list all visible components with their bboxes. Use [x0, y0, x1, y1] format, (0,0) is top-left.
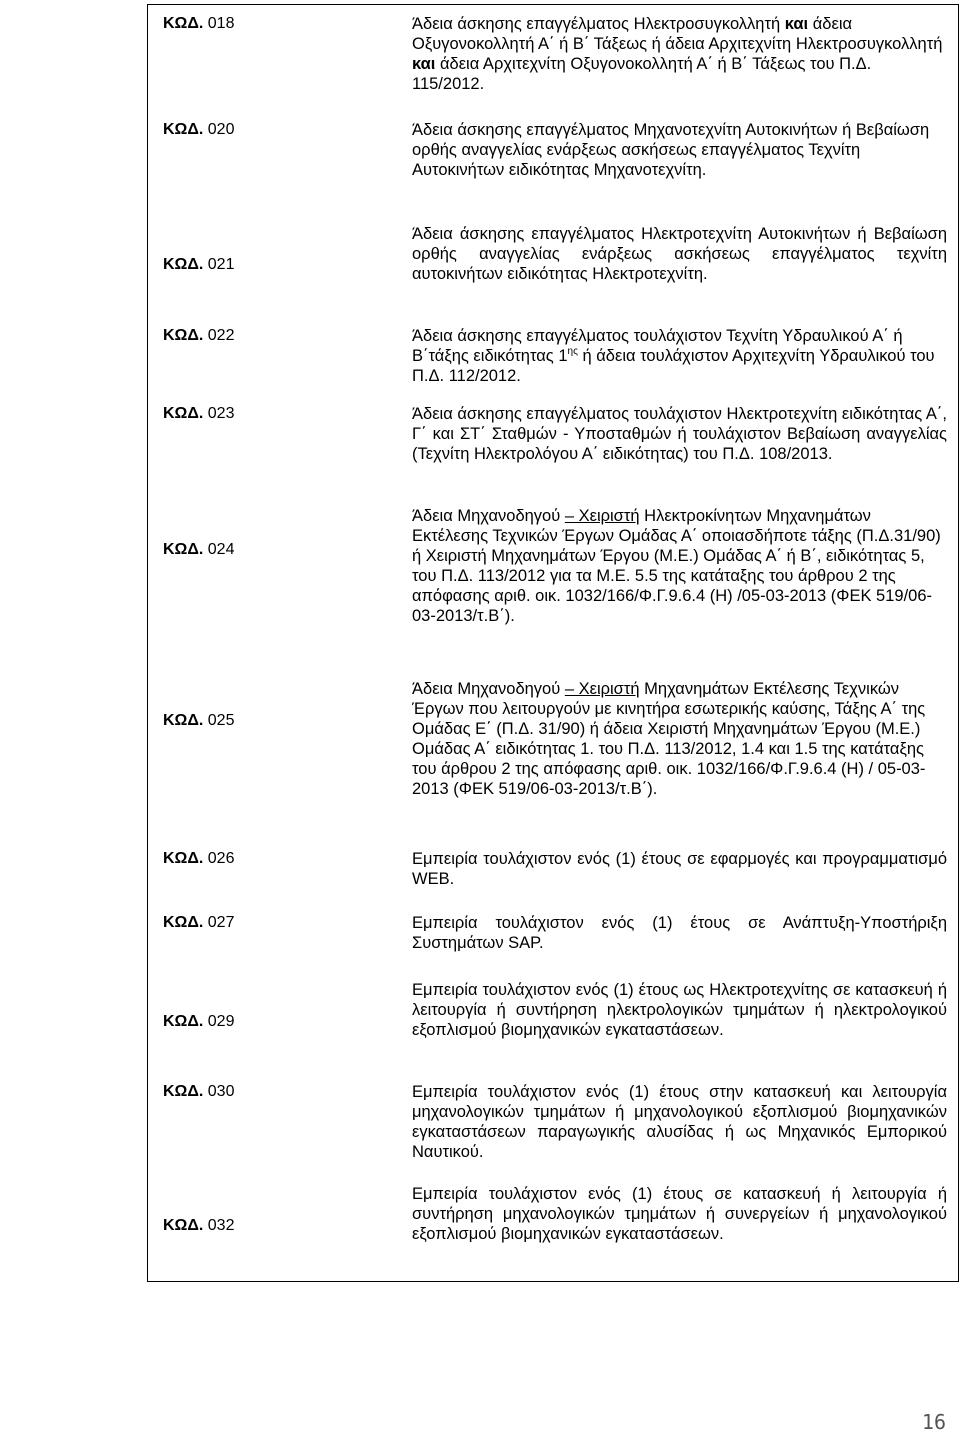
- code-021: ΚΩΔ. 021: [163, 256, 235, 273]
- desc-024: Άδεια Μηχανοδηγού – Χειριστή Ηλεκτροκίνητων Μηχανημάτων Εκτέλεσης Τεχνικών Έργων Ομάδας Α΄ οποιασδήποτε τάξης (Π.Δ.31/90) ή Χειριστή Μηχανημάτων Έργου (Μ.Ε.) Ομάδας Α΄ ή Β΄, ειδικότητας 5, του Π.Δ. 113/2012 για τα Μ.Ε. 5.5 της κατάταξης του άρθρου 2 της απόφασης αριθ. οικ. 1032/166/Φ.Γ.9.6.4 (Η) /05-03-2013 (ΦΕΚ 519/06-03-2013/τ.Β΄).: [412, 507, 941, 625]
- code-023: ΚΩΔ. 023: [163, 405, 235, 422]
- desc-020: Άδεια άσκησης επαγγέλματος Μηχανοτεχνίτη Αυτοκινήτων ή Βεβαίωση ορθής αναγγελίας ενάρξεως ασκήσεως επαγγέλματος Τεχνίτη Αυτοκινήτων ειδικότητας Μηχανοτεχνίτη.: [412, 121, 930, 179]
- code-022: ΚΩΔ. 022: [163, 327, 235, 344]
- code-026: ΚΩΔ. 026: [163, 850, 235, 867]
- desc-018: Άδεια άσκησης επαγγέλματος Ηλεκτροσυγκολλητή και άδεια Οξυγονοκολλητή Α΄ ή Β΄ Τάξεως ή άδεια Αρχιτεχνίτη Ηλεκτροσυγκολλητή και άδεια Αρχιτεχνίτη Οξυγονοκολλητή Α΄ ή Β΄ Τάξεως του Π.Δ. 115/2012.: [412, 15, 943, 93]
- desc-021: Άδεια άσκησης επαγγέλματος Ηλεκτροτεχνίτη Αυτοκινήτων ή Βεβαίωση ορθής αναγγελίας ενάρξεως ασκήσεως επαγγέλματος τεχνίτη αυτοκινήτων ειδικότητας Ηλεκτροτεχνίτη.: [412, 225, 947, 283]
- code-018: ΚΩΔ. 018: [163, 15, 235, 32]
- code-030: ΚΩΔ. 030: [163, 1083, 235, 1100]
- desc-032: Εμπειρία τουλάχιστον ενός (1) έτους σε κατασκευή ή λειτουργία ή συντήρηση μηχανολογικών τμημάτων ή συνεργείων ή μηχανολογικού εξοπλισμού βιομηχανικών εγκαταστάσεων.: [412, 1185, 947, 1243]
- code-027: ΚΩΔ. 027: [163, 914, 235, 931]
- code-025: ΚΩΔ. 025: [163, 712, 235, 729]
- desc-023: Άδεια άσκησης επαγγέλματος τουλάχιστον Ηλεκτροτεχνίτη ειδικότητας Α΄, Γ΄ και ΣΤ΄ Σταθμών - Υποσταθμών ή τουλάχιστον Βεβαίωση αναγγελίας (Τεχνίτη Ηλεκτρολόγου Α΄ ειδικότητας) του Π.Δ. 108/2013.: [412, 405, 947, 463]
- code-029: ΚΩΔ. 029: [163, 1013, 235, 1030]
- desc-029: Εμπειρία τουλάχιστον ενός (1) έτους ως Ηλεκτροτεχνίτης σε κατασκευή ή λειτουργία ή συντήρηση ηλεκτρολογικών τμημάτων ή ηλεκτρολογικού εξοπλισμού βιομηχανικών εγκαταστάσεων.: [412, 981, 947, 1039]
- desc-027: Εμπειρία τουλάχιστον ενός (1) έτους σε Ανάπτυξη-Υποστήριξη Συστημάτων SAP.: [412, 914, 947, 952]
- desc-030: Εμπειρία τουλάχιστον ενός (1) έτους στην κατασκευή και λειτουργία μηχανολογικών τμημάτων ή μηχανολογικού εξοπλισμού βιομηχανικών εγκαταστάσεων παραγωγικής αλυσίδας ή ως Μηχανικός Εμπορικού Ναυτικού.: [412, 1083, 947, 1161]
- code-024: ΚΩΔ. 024: [163, 541, 235, 558]
- code-032: ΚΩΔ. 032: [163, 1217, 235, 1234]
- desc-026: Εμπειρία τουλάχιστον ενός (1) έτους σε εφαρμογές και προγραμματισμό WEB.: [412, 850, 947, 888]
- desc-025: Άδεια Μηχανοδηγού – Χειριστή Μηχανημάτων Εκτέλεσης Τεχνικών Έργων που λειτουργούν με κινητήρα εσωτερικής καύσης, Τάξης Α΄ της Ομάδας Ε΄ (Π.Δ. 31/90) ή άδεια Χειριστή Μηχανημάτων Έργου (Μ.Ε.) Ομάδας Α΄ ειδικότητας 1. του Π.Δ. 113/2012, 1.4 και 1.5 της κατάταξης του άρθρου 2 της απόφασης αριθ. οικ. 1032/166/Φ.Γ.9.6.4 (Η) / 05-03-2013 (ΦΕΚ 519/06-03-2013/τ.Β΄).: [412, 680, 926, 798]
- desc-022: Άδεια άσκησης επαγγέλματος τουλάχιστον Τεχνίτη Υδραυλικού Α΄ ή Β΄τάξης ειδικότητας $1^{\eta\varsigma}$ ή άδεια τουλάχιστον Αρχιτεχνίτη Υδραυλικού του Π.Δ. 112/2012.: [412, 327, 935, 385]
- code-020: ΚΩΔ. 020: [163, 121, 235, 138]
- page-number: 16: [921, 1410, 946, 1434]
